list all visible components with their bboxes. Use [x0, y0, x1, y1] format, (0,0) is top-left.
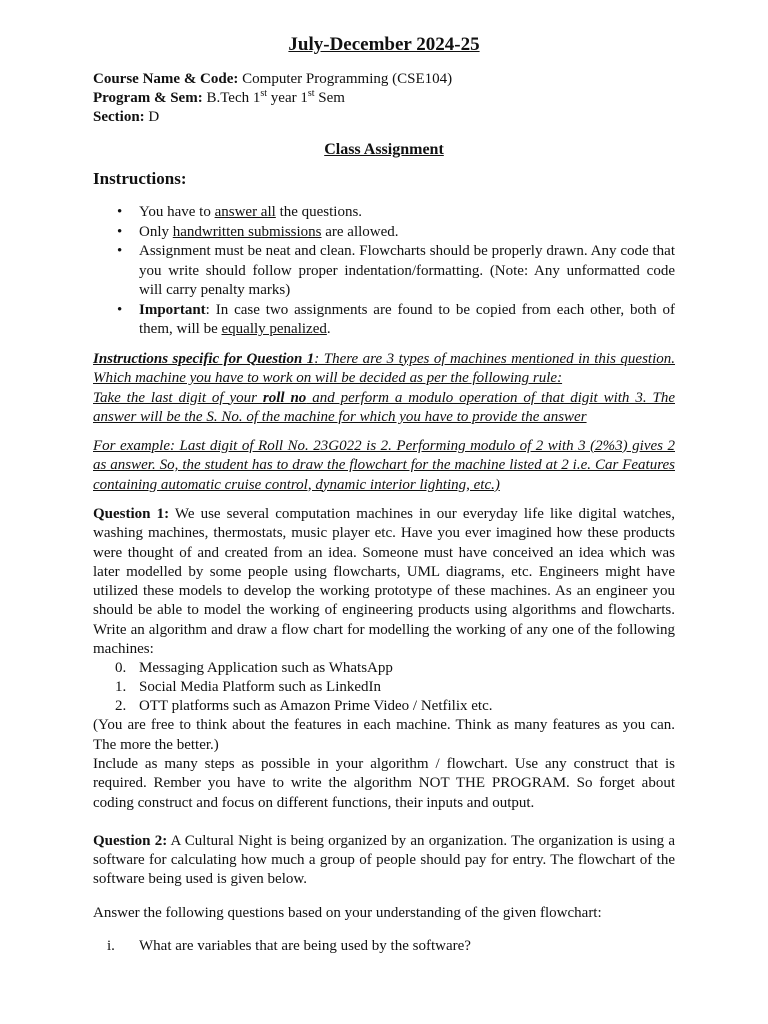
instruction-text: the questions.	[275, 204, 363, 220]
course-value: Computer Programming (CSE104)	[238, 71, 453, 87]
program-value-3: Sem	[314, 90, 345, 106]
section-label: Section:	[93, 109, 145, 125]
bullet-icon: •	[117, 301, 123, 318]
instruction-text: are allowed.	[321, 223, 399, 240]
specific-rule-line	[93, 350, 675, 389]
specific-text: Take the last digit of your	[93, 389, 263, 406]
subquestion-number: i.	[107, 937, 115, 954]
instructions-heading: Instructions:	[93, 169, 187, 188]
machine-number: 2.	[115, 698, 127, 715]
program-label: Program & Sem:	[93, 90, 203, 106]
program-value-2: year 1	[267, 90, 308, 106]
course-meta	[93, 70, 675, 127]
specific-roll-line	[93, 389, 675, 428]
instruction-text: Assignment must be neat and clean. Flowcharts should be properly drawn. Any code that you write should follow proper indentation/formatting. (Note: Any unformatted code will carry penalty marks)	[139, 243, 675, 298]
machine-list	[93, 659, 675, 716]
question2-text: A Cultural Night is being organized by an organization. The organization is using a software for calculating how much a group of people should pay for entry. The flowchart of the software being used is given below.	[93, 832, 675, 888]
question1-note: (You are free to think about the features in each machine. Think as many features as you can. The more the better.)	[93, 717, 675, 753]
document-page	[93, 34, 675, 956]
instruction-item	[93, 242, 675, 301]
document-title: July-December 2024-25	[288, 34, 480, 55]
program-sup-2: st	[307, 88, 315, 99]
specific-bold: roll no	[262, 389, 307, 406]
instruction-bold: Important	[139, 301, 206, 318]
section-line	[93, 108, 675, 127]
machine-number: 1.	[115, 679, 127, 696]
instruction-item	[93, 203, 675, 223]
answer-prompt: Answer the following questions based on your understanding of the given flowchart:	[93, 904, 602, 921]
specific-rest: : There are 3 types of machines mentioned in this question. Which machine you have to work on will be decided as per the following rule:	[93, 350, 675, 386]
instruction-item	[93, 223, 675, 243]
question1-specific-instructions	[93, 350, 675, 428]
instruction-underlined: equally penalized	[221, 321, 327, 337]
bullet-icon: •	[117, 204, 123, 220]
subquestion-item	[93, 937, 675, 956]
instructions-list	[93, 203, 675, 340]
instruction-underlined: answer all	[214, 204, 276, 220]
question1-body	[93, 505, 675, 659]
program-sup-1: st	[260, 88, 268, 99]
question1	[93, 505, 675, 813]
machine-item	[93, 678, 675, 697]
instruction-text: .	[326, 321, 331, 337]
program-line	[93, 89, 675, 108]
program-value-1: B.Tech 1	[202, 90, 261, 106]
question1-include: Include as many steps as possible in your algorithm / flowchart. Use any construct that is required. Rember you have to write the algorithm NOT THE PROGRAM. So forget about coding construct and focus on different functions, their inputs and output.	[93, 755, 675, 811]
instruction-underlined: handwritten submissions	[172, 223, 322, 240]
question1-text: We use several computation machines in our everyday life like digital watches, washing machines, thermostats, music player etc. Have you ever imagined how these products were thought of and created from an idea. Someone must have conceived an idea which was later modelled by some people using flowcharts, UML diagrams, etc. Engineers might have utilized these models to develop the working prototype of these machines. As an engineer you should be able to model the working of engineering products using algorithms and flowcharts. Write an algorithm and draw a flow chart for modelling the working of any one of the following machines:	[93, 506, 675, 658]
subquestion-text: What are variables that are being used by the software?	[139, 937, 471, 954]
specific-lead: Instructions specific for Question 1	[93, 350, 315, 367]
instruction-text: : In case two assignments are found to be copied from each other, both of them, will be	[139, 301, 675, 337]
course-label: Course Name & Code:	[93, 71, 239, 87]
instruction-text: You have to	[139, 204, 215, 220]
machine-number: 0.	[115, 660, 127, 677]
subquestion-list	[93, 937, 675, 956]
section-value: D	[144, 109, 160, 125]
instruction-item	[93, 301, 675, 340]
machine-item	[93, 697, 675, 716]
question2-label: Question 2:	[93, 832, 168, 849]
bullet-icon: •	[117, 223, 123, 240]
instruction-text: Only	[139, 223, 173, 240]
machine-text: Social Media Platform such as LinkedIn	[139, 679, 382, 696]
question1-label: Question 1:	[93, 506, 170, 522]
question2	[93, 832, 675, 890]
course-line	[93, 70, 675, 89]
specific-text: and perform a modulo operation of that digit with 3. The answer will be the S. No. of the machine for which you have to provide the answer	[93, 389, 675, 425]
machine-text: Messaging Application such as WhatsApp	[139, 660, 393, 677]
example-paragraph: For example: Last digit of Roll No. 23G022 is 2. Performing modulo of 2 with 3 (2%3) gives 2 as answer. So, the student has to draw the flowchart for the machine listed at 2 i.e. Car Features containing automatic cruise control, dynamic interior lighting, etc.)	[93, 437, 675, 493]
machine-item	[93, 659, 675, 678]
machine-text: OTT platforms such as Amazon Prime Video / Netfilix etc.	[139, 698, 493, 715]
assignment-title: Class Assignment	[324, 141, 444, 158]
bullet-icon: •	[117, 243, 123, 259]
